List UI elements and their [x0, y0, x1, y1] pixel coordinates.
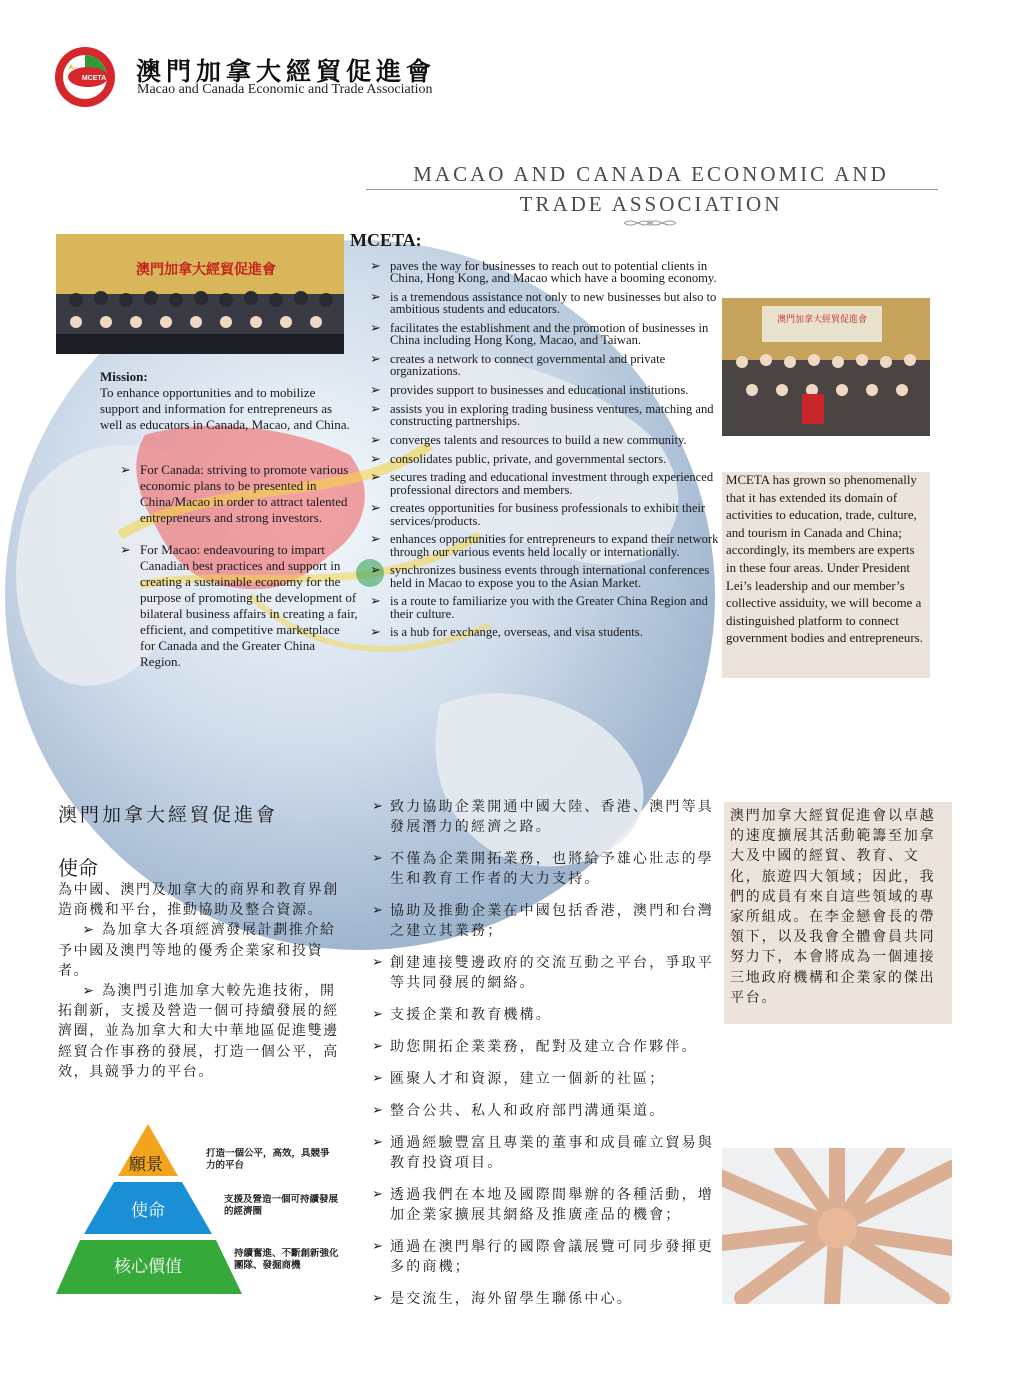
list-item: ➢ 通過經驗豐富且專業的董事和成員確立貿易與教育投資項目。	[372, 1135, 714, 1171]
arrow-bullet-icon: ➢	[372, 955, 386, 970]
list-item: ➢ enhances opportunities for entrepreneurs to expand their network through our various events held locally or internationally.	[370, 531, 719, 559]
list-item: ➢ is a hub for exchange, overseas, and visa students.	[370, 624, 643, 640]
list-item: ➢ 支援企業和教育機構。	[372, 1007, 552, 1023]
list-item: ➢ consolidates public, private, and governmental sectors.	[370, 450, 667, 466]
list-item: ➢ 助您開拓企業業務，配對及建立合作夥伴。	[372, 1039, 698, 1055]
list-item: ➢ secures trading and educational investment through experienced professional directors and members.	[370, 469, 714, 497]
list-item: ➢ 是交流生，海外留學生聯係中心。	[372, 1291, 633, 1307]
list-item: ➢ 為澳門引進加拿大較先進技術，開拓創新，支援及營造一個可持續發展的經濟圈，並為加拿大和大中華地區促進雙邊經貿合作事務的發展，打造一個公平，高效，具競爭力的平台。	[58, 983, 339, 1080]
mission-points-list	[100, 462, 358, 686]
growth-statement-en: MCETA has grown so phenomenally that it has extended its domain of activities to education, trade, culture, and tourism in Canada and China; accordingly, its members are experts in these four areas. Under President Lei’s leadership and our member’s collective assiduity, we will become a distinguished platform to connect government bodies and entrepreneurs.	[722, 472, 930, 678]
mission-block-zh	[58, 880, 348, 1082]
logo-text: MCETA	[81, 75, 107, 82]
org-title-zh: 澳門加拿大經貿促進會	[58, 804, 279, 826]
arrow-bullet-icon: ➢	[372, 1007, 386, 1022]
photo2-banner-text: 澳門加拿大經貿促進會	[776, 315, 868, 325]
banner-title-line1: MACAO AND CANADA ECONOMIC AND	[413, 162, 889, 186]
arrow-bullet-icon: ➢	[82, 922, 96, 939]
org-name-en: Macao and Canada Economic and Trade Association	[137, 82, 433, 97]
arrow-bullet-icon: ➢	[370, 562, 381, 578]
banner-divider	[366, 189, 938, 190]
list-item: ➢ 為加拿大各項經濟發展計劃推介給予中國及澳門等地的優秀企業家和投資者。	[58, 922, 336, 979]
org-name-zh: 澳門加拿大經貿促進會	[136, 57, 437, 86]
arrow-bullet-icon: ➢	[82, 983, 96, 1000]
pyramid-note: 打造一個公平，高效，具競爭力的平台	[206, 1148, 330, 1171]
list-item: ➢ provides support to businesses and educational institutions.	[370, 382, 689, 397]
arrow-bullet-icon: ➢	[370, 531, 381, 547]
arrow-bullet-icon: ➢	[370, 431, 381, 447]
mceta-points-list-zh	[370, 797, 730, 1321]
list-item: ➢ 通過在澳門舉行的國際會議展覽可同步發揮更多的商機；	[372, 1239, 714, 1275]
mceta-logo	[54, 46, 116, 108]
mission-title-zh: 使命	[58, 856, 98, 880]
list-item: ➢ For Canada: striving to promote various economic plans to be presented in China/Macao in order to attract talented entrepreneurs and strong investors.	[120, 462, 349, 525]
arrow-bullet-icon: ➢	[370, 258, 381, 273]
arrow-bullet-icon: ➢	[370, 593, 381, 609]
arrow-bullet-icon: ➢	[370, 320, 381, 335]
ornament-icon	[622, 216, 678, 230]
list-item: ➢ paves the way for businesses to reach out to potential clients in China, Hong Kong, and Macao which have a booming economy.	[370, 258, 717, 286]
arrow-bullet-icon: ➢	[372, 1071, 386, 1086]
arrow-bullet-icon: ➢	[372, 851, 386, 866]
arrow-bullet-icon: ➢	[370, 351, 381, 366]
list-item: ➢ 透過我們在本地及國際間舉辦的各種活動，增加企業家擴展其網絡及推廣產品的機會；	[372, 1187, 714, 1223]
group-photo-2	[722, 298, 930, 436]
mission-text-zh: 為中國、澳門及加拿大的商界和教育界創造商機和平台，推動協助及整合資源。	[58, 882, 339, 919]
arrow-bullet-icon: ➢	[372, 1135, 386, 1150]
mceta-points-list	[368, 260, 724, 645]
group-photo-1	[56, 234, 344, 354]
arrow-bullet-icon: ➢	[372, 1039, 386, 1054]
list-item: ➢ creates a network to connect governmental and private organizations.	[370, 351, 666, 379]
list-item: ➢ 協助及推動企業在中國包括香港，澳門和台灣之建立其業務；	[372, 903, 714, 939]
mission-text: To enhance opportunities and to mobilize support and information for entrepreneurs as well as educators in Canada, Macao, and China.	[100, 385, 350, 432]
list-item: ➢ 致力協助企業開通中國大陸、香港、澳門等具發展潛力的經濟之路。	[372, 799, 714, 835]
list-item: ➢ 匯聚人才和資源，建立一個新的社區；	[372, 1071, 666, 1087]
list-item: ➢ 不僅為企業開拓業務，也將給予雄心壯志的學生和教育工作者的大力支持。	[372, 851, 714, 887]
mission-title: Mission:	[100, 369, 148, 384]
list-item: ➢ assists you in exploring trading business ventures, matching and constructing partnerships.	[370, 400, 714, 428]
arrow-bullet-icon: ➢	[372, 1187, 386, 1202]
values-pyramid	[56, 1122, 346, 1310]
arrow-bullet-icon: ➢	[372, 1291, 386, 1306]
list-item: ➢ creates opportunities for business professionals to exhibit their services/products.	[370, 500, 706, 528]
list-item: ➢ For Macao: endeavouring to impart Canadian best practices and support in creating a sustainable economy for the purpose of promoting the development of bilateral business affairs in creating a fair, efficient, and competitive marketplace for Canada and the Greater China Region.	[120, 542, 358, 669]
arrow-bullet-icon: ➢	[372, 1239, 386, 1254]
arrow-bullet-icon: ➢	[370, 400, 381, 416]
arrow-bullet-icon: ➢	[370, 450, 381, 466]
mission-block	[100, 369, 350, 433]
arrow-bullet-icon: ➢	[372, 903, 386, 918]
arrow-bullet-icon: ➢	[370, 624, 381, 640]
pyramid-level-label: 願景	[129, 1155, 163, 1175]
list-item: ➢ facilitates the establishment and the promotion of businesses in China including Hong Kong, Macao, and Taiwan.	[370, 320, 709, 348]
mceta-heading: MCETA:	[350, 230, 422, 250]
banner-title-line2: TRADE ASSOCIATION	[519, 192, 783, 216]
list-item: ➢ synchronizes business events through international conferences held in Macao to expose you to the Asian Market.	[370, 562, 710, 590]
arrow-bullet-icon: ➢	[370, 469, 381, 485]
list-item: ➢ is a tremendous assistance not only to new businesses but also to ambitious students and educators.	[370, 289, 717, 317]
arrow-bullet-icon: ➢	[120, 542, 131, 557]
pyramid-level-label: 使命	[131, 1201, 165, 1221]
arrow-bullet-icon: ➢	[372, 1103, 386, 1118]
arrow-bullet-icon: ➢	[370, 500, 381, 516]
growth-statement-zh: 澳門加拿大經貿促進會以卓越的速度擴展其活動範籌至加拿大及中國的經貿、教育、文化，旅遊四大領域；因此，我們的成員有來自這些領域的專家所組成。在李金戀會長的帶領下，以及我會全體會員共同努力下，本會將成為一個連接三地政府機構和企業家的傑出平台。	[724, 802, 952, 1024]
list-item: ➢ converges talents and resources to build a new community.	[370, 431, 687, 447]
arrow-bullet-icon: ➢	[372, 799, 386, 814]
arrow-bullet-icon: ➢	[370, 289, 381, 304]
list-item: ➢ 整合公共、私人和政府部門溝通渠道。	[372, 1103, 666, 1119]
pyramid-note: 持續奮進、不斷創新強化團隊、發掘商機	[234, 1248, 339, 1271]
pyramid-level-label: 核心價值	[114, 1257, 182, 1277]
arrow-bullet-icon: ➢	[120, 462, 131, 477]
list-item: ➢ 創建連接雙邊政府的交流互動之平台，爭取平等共同發展的網絡。	[372, 955, 714, 991]
photo1-banner-text: 澳門加拿大經貿促進會	[136, 262, 276, 278]
list-item: ➢ is a route to familiarize you with the Greater China Region and their culture.	[370, 593, 708, 621]
pyramid-note: 支援及營造一個可持續發展的經濟圈	[224, 1194, 339, 1217]
hands-teamwork-photo	[722, 1148, 952, 1304]
arrow-bullet-icon: ➢	[370, 382, 381, 397]
